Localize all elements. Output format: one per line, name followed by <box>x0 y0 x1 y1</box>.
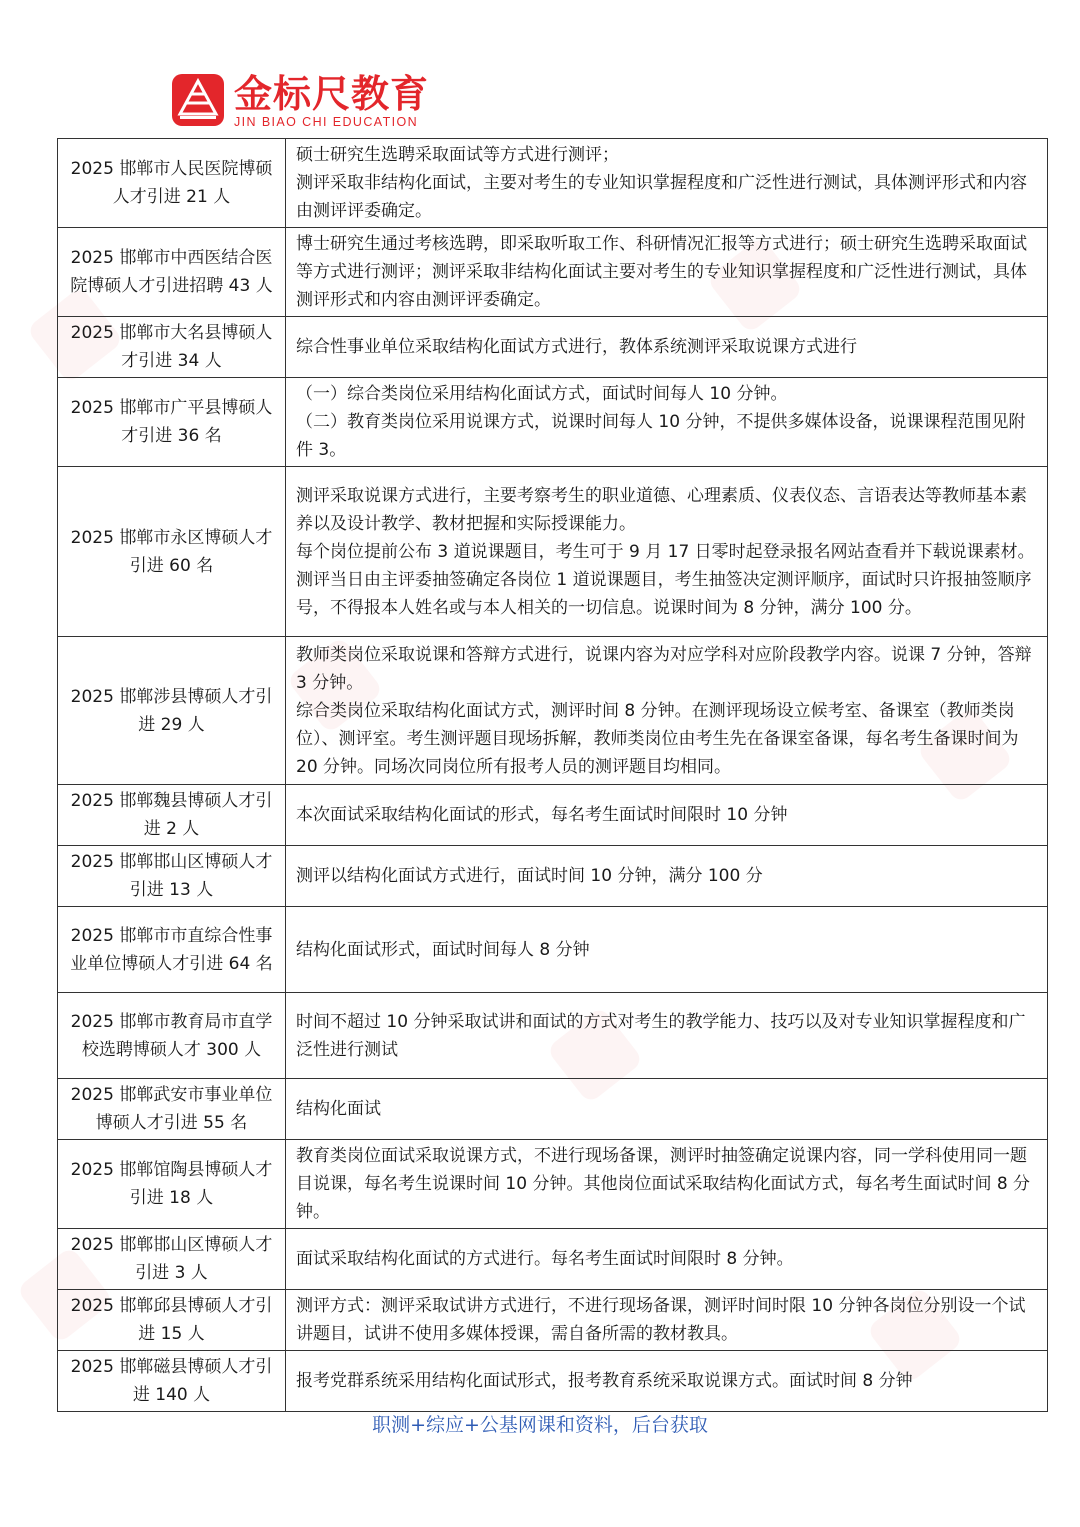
position-name: 2025 邯郸市永区博硕人才引进 60 名 <box>58 467 286 637</box>
table-row <box>58 785 1048 846</box>
assessment-method: 教师类岗位采取说课和答辩方式进行，说课内容为对应学科对应阶段教学内容。说课 7 分钟，答辩 3 分钟。 综合类岗位采取结构化面试方式，测评时间 8 分钟。在测评现场设立候考室、备课室（教师类岗位）、测评室。考生测评题目现场拆解，教师类岗位由考生先在备课室备课，每名考生备课时间为 20 分钟。同场次同岗位所有报考人员的测评题目均相同。 <box>286 637 1048 785</box>
assessment-method: 报考党群系统采用结构化面试形式，报考教育系统采取说课方式。面试时间 8 分钟 <box>286 1351 1048 1412</box>
table-row <box>58 467 1048 637</box>
position-name: 2025 邯郸邱县博硕人才引进 15 人 <box>58 1290 286 1351</box>
assessment-method: 测评以结构化面试方式进行，面试时间 10 分钟，满分 100 分 <box>286 846 1048 907</box>
table-row <box>58 228 1048 317</box>
assessment-method: 面试采取结构化面试的方式进行。每名考生面试时间限时 8 分钟。 <box>286 1229 1048 1290</box>
table-row <box>58 139 1048 228</box>
position-name: 2025 邯郸市广平县博硕人才引进 36 名 <box>58 378 286 467</box>
table-row <box>58 637 1048 785</box>
pyramid-logo-icon <box>172 74 224 126</box>
position-name: 2025 邯郸馆陶县博硕人才引进 18 人 <box>58 1140 286 1229</box>
position-name: 2025 邯郸邯山区博硕人才引进 3 人 <box>58 1229 286 1290</box>
position-name: 2025 邯郸市中西医结合医院博硕人才引进招聘 43 人 <box>58 228 286 317</box>
assessment-method: （一）综合类岗位采用结构化面试方式，面试时间每人 10 分钟。 （二）教育类岗位采用说课方式，说课时间每人 10 分钟，不提供多媒体设备，说课课程范围见附件 3。 <box>286 378 1048 467</box>
table-row <box>58 1079 1048 1140</box>
position-name: 2025 邯郸涉县博硕人才引进 29 人 <box>58 637 286 785</box>
position-name: 2025 邯郸市大名县博硕人才引进 34 人 <box>58 317 286 378</box>
position-name: 2025 邯郸市人民医院博硕人才引进 21 人 <box>58 139 286 228</box>
table-row <box>58 993 1048 1079</box>
table-row <box>58 1229 1048 1290</box>
assessment-method: 硕士研究生选聘采取面试等方式进行测评； 测评采取非结构化面试，主要对考生的专业知识掌握程度和广泛性进行测试，具体测评形式和内容由测评评委确定。 <box>286 139 1048 228</box>
position-name: 2025 邯郸魏县博硕人才引进 2 人 <box>58 785 286 846</box>
assessment-method: 博士研究生通过考核选聘，即采取听取工作、科研情况汇报等方式进行；硕士研究生选聘采取面试等方式进行测评；测评采取非结构化面试主要对考生的专业知识掌握程度和广泛性进行测试，具体测评形式和内容由测评评委确定。 <box>286 228 1048 317</box>
brand-logo <box>172 74 429 130</box>
assessment-method: 测评方式：测评采取试讲方式进行，不进行现场备课，测评时间时限 10 分钟各岗位分别设一个试讲题目，试讲不使用多媒体授课，需自备所需的教材教具。 <box>286 1290 1048 1351</box>
position-name: 2025 邯郸市市直综合性事业单位博硕人才引进 64 名 <box>58 907 286 993</box>
assessment-method: 时间不超过 10 分钟采取试讲和面试的方式对考生的教学能力、技巧以及对专业知识掌握程度和广泛性进行测试 <box>286 993 1048 1079</box>
table-row <box>58 1140 1048 1229</box>
brand-name: 金标尺教育 <box>234 72 430 116</box>
position-name: 2025 邯郸磁县博硕人才引进 140 人 <box>58 1351 286 1412</box>
table-row <box>58 1351 1048 1412</box>
position-name: 2025 邯郸武安市事业单位博硕人才引进 55 名 <box>58 1079 286 1140</box>
brand-name-en: JIN BIAO CHI EDUCATION <box>234 115 419 129</box>
table-row <box>58 317 1048 378</box>
assessment-method: 综合性事业单位采取结构化面试方式进行，教体系统测评采取说课方式进行 <box>286 317 1048 378</box>
assessment-method: 结构化面试形式，面试时间每人 8 分钟 <box>286 907 1048 993</box>
footer-promo-text: 职测+综应+公基网课和资料，后台获取 <box>372 1414 708 1436</box>
table-row <box>58 846 1048 907</box>
assessment-method: 本次面试采取结构化面试的形式，每名考生面试时间限时 10 分钟 <box>286 785 1048 846</box>
position-name: 2025 邯郸市教育局市直学校选聘博硕人才 300 人 <box>58 993 286 1079</box>
assessment-method: 结构化面试 <box>286 1079 1048 1140</box>
recruitment-table <box>57 138 1048 1412</box>
assessment-method: 测评采取说课方式进行，主要考察考生的职业道德、心理素质、仪表仪态、言语表达等教师基本素养以及设计教学、教材把握和实际授课能力。 每个岗位提前公布 3 道说课题目，考生可于 9 月 17 日零时起登录报名网站查看并下载说课素材。测评当日由主评委抽签确定各岗位 1 道说课题目，考生抽签决定测评顺序，面试时只许报抽签顺序号，不得报本人姓名或与本人相关的一切信息。说课时间为 8 分钟，满分 100 分。 <box>286 467 1048 637</box>
table-row <box>58 1290 1048 1351</box>
table-row <box>58 907 1048 993</box>
assessment-method: 教育类岗位面试采取说课方式，不进行现场备课，测评时抽签确定说课内容，同一学科使用同一题目说课，每名考生说课时间 10 分钟。其他岗位面试采取结构化面试方式，每名考生面试时间 8 分钟。 <box>286 1140 1048 1229</box>
table-row <box>58 378 1048 467</box>
position-name: 2025 邯郸邯山区博硕人才引进 13 人 <box>58 846 286 907</box>
